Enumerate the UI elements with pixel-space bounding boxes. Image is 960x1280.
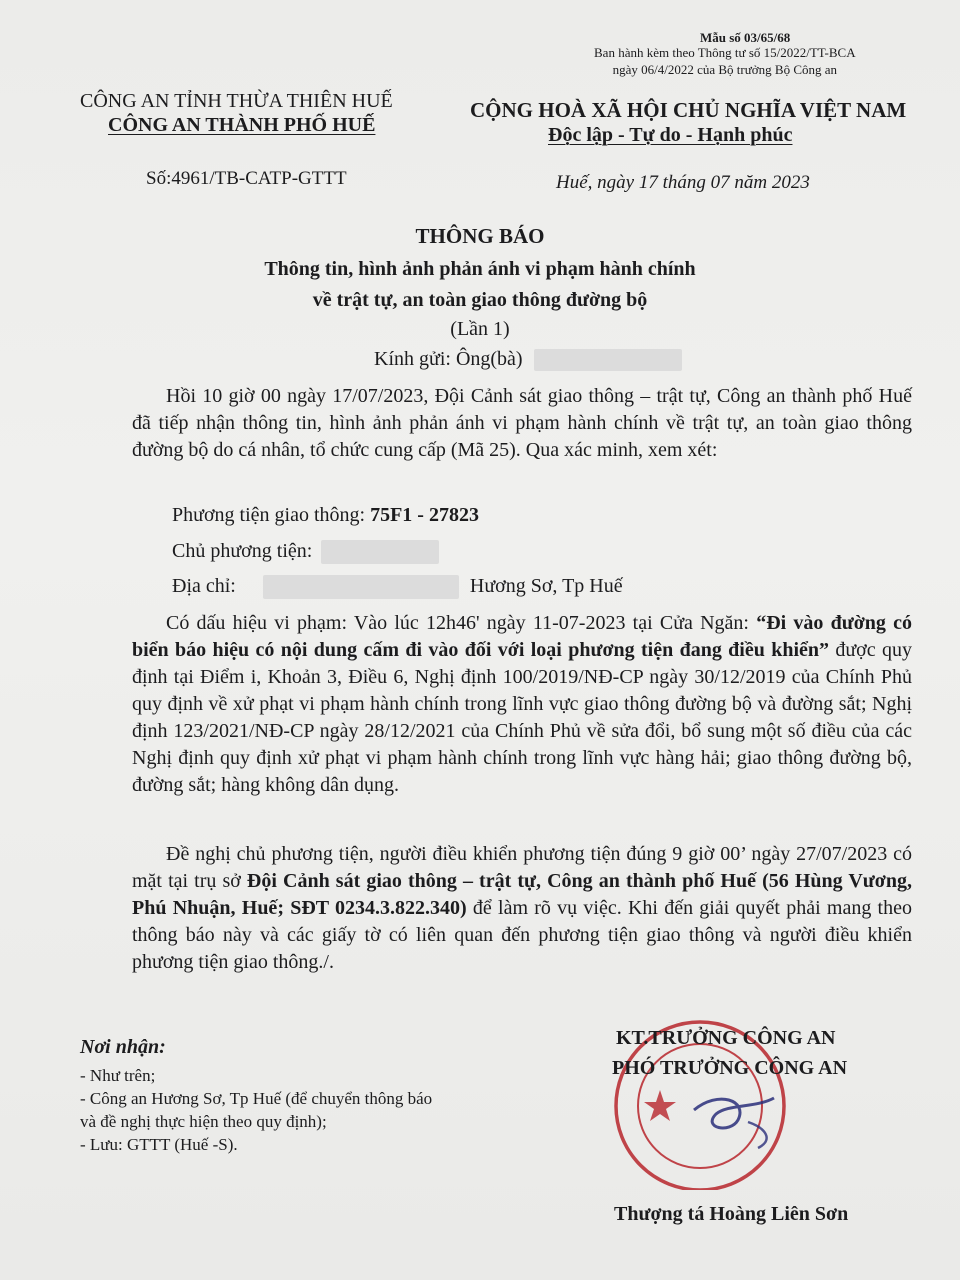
document-number: Số:4961/TB-CATP-GTTT	[146, 168, 347, 189]
subtitle-line2: về trật tự, an toàn giao thông đường bộ	[312, 289, 648, 311]
paragraph-intake-text: Hồi 10 giờ 00 ngày 17/07/2023, Đội Cảnh sát giao thông – trật tự, Công an thành phố Huế đã tiếp nhận thông tin, hình ảnh phản ánh vi phạm hành chính về trật tự, an toàn giao thông đường bộ do cá nhân, tổ chức cung cấp (Mã 25). Qua xác minh, xem xét:	[132, 385, 912, 461]
recipients-item: và đề nghị thực hiện theo quy định);	[80, 1112, 327, 1131]
paragraph-intake	[132, 383, 912, 464]
address-row	[172, 575, 872, 599]
owner-label: Chủ phương tiện:	[172, 540, 313, 562]
attempt-number: (Lần 1)	[450, 318, 510, 340]
document-subtitle	[0, 254, 960, 316]
form-reference-line1: Ban hành kèm theo Thông tư số 15/2022/TT-BCA	[594, 45, 856, 60]
recipients-heading: Nơi nhận:	[80, 1036, 166, 1058]
document-date: Huế, ngày 17 tháng 07 năm 2023	[556, 172, 810, 193]
signatory-title-line2: PHÓ TRƯỞNG CÔNG AN	[612, 1057, 848, 1079]
address-label: Địa chỉ:	[172, 575, 236, 597]
violation-intro: Có dấu hiệu vi phạm: Vào lúc 12h46' ngày 11-07-2023 tại Cửa Ngăn:	[166, 612, 757, 634]
owner-row	[172, 540, 439, 564]
address-value: Hương Sơ, Tp Huế	[469, 575, 623, 597]
form-number: Mẫu số 03/65/68	[700, 30, 791, 45]
form-reference	[594, 44, 856, 78]
redacted-owner	[321, 540, 439, 564]
national-motto: Độc lập - Tự do - Hạnh phúc	[548, 124, 793, 146]
recipients-item: - Lưu: GTTT (Huế -S).	[80, 1135, 238, 1154]
request-office: Đội Cảnh sát giao thông – trật tự, Công an thành phố Huế (56 Hùng Vương, Phú Nhuận, Huế; SĐT 0234.3.822.340)	[132, 870, 912, 919]
agency-city: CÔNG AN THÀNH PHỐ HUẾ	[108, 114, 376, 136]
redacted-name	[534, 349, 682, 371]
document-title: THÔNG BÁO	[415, 224, 545, 248]
redacted-address	[263, 575, 459, 599]
subtitle-line1: Thông tin, hình ảnh phản ánh vi phạm hành chính	[264, 258, 696, 280]
paragraph-request	[132, 841, 912, 976]
paragraph-violation	[132, 610, 912, 799]
signatory-title-line1: KT.TRƯỞNG CÔNG AN	[616, 1027, 836, 1049]
violation-description: “Đi vào đường có biển báo hiệu có nội dung cấm đi vào đối với loại phương tiện đang điều khiển”	[132, 612, 912, 661]
recipients-item: - Như trên;	[80, 1066, 156, 1085]
request-intro: Đề nghị chủ phương tiện, người điều khiển phương tiện đúng 9 giờ 00’ ngày 27/07/2023 có mặt tại trụ sở	[132, 843, 912, 892]
vehicle-label: Phương tiện giao thông:	[172, 504, 371, 526]
recipient-line	[374, 348, 682, 371]
agency-province: CÔNG AN TỈNH THỪA THIÊN HUẾ	[80, 90, 393, 112]
vehicle-row	[172, 504, 479, 527]
signatory-name: Thượng tá Hoàng Liên Sơn	[614, 1203, 849, 1225]
recipient-label: Kính gửi: Ông(bà)	[374, 348, 523, 370]
recipients-item: - Công an Hương Sơ, Tp Huế (để chuyển thông báo	[80, 1089, 433, 1108]
form-reference-line2: ngày 06/4/2022 của Bộ trưởng Bộ Công an	[612, 62, 838, 77]
vehicle-plate: 75F1 - 27823	[370, 504, 479, 526]
request-rest: để làm rõ vụ việc. Khi đến giải quyết phải mang theo thông báo này và các giấy tờ có liên quan đến phương tiện giao thông và người điều khiển phương tiện giao thông./.	[132, 897, 912, 973]
national-title: CỘNG HOÀ XÃ HỘI CHỦ NGHĨA VIỆT NAM	[470, 98, 907, 122]
violation-legal-basis: được quy định tại Điểm i, Khoản 3, Điều 6, Nghị định 100/2019/NĐ-CP ngày 30/12/2019 của Chính Phủ quy định về xử phạt vi phạm hành chính trong lĩnh vực giao thông đường bộ và đường sắt; Nghị định 123/2021/NĐ-CP ngày 28/12/2021 của Chính Phủ về sửa đổi, bổ sung một số điều của các Nghị định quy định xử phạt vi phạm hành chính trong lĩnh vực hàng hải; giao thông đường bộ, đường sắt; hàng không dân dụng.	[132, 639, 912, 796]
